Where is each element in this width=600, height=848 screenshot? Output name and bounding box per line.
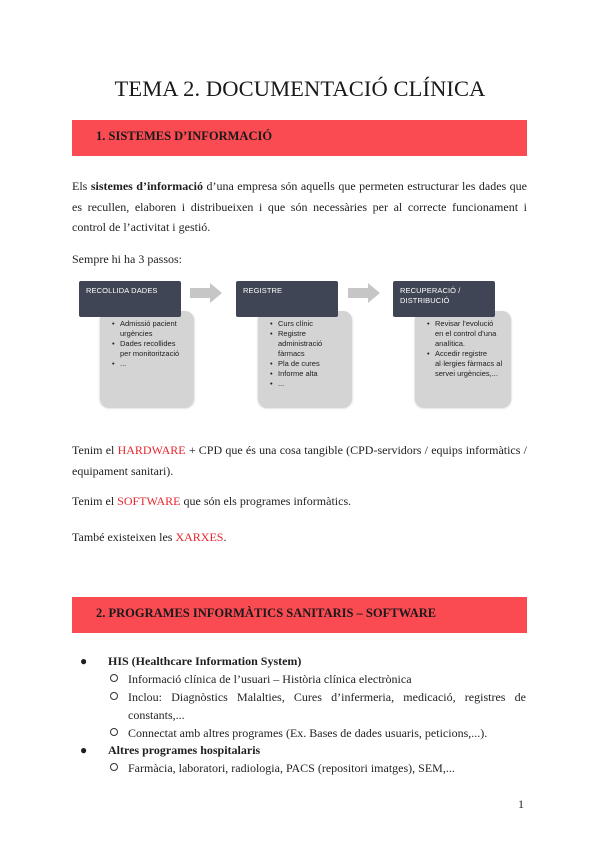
arrow-right-icon xyxy=(348,283,380,303)
step-3-header: RECUPERACIÓ / DISTRIBUCIÓ xyxy=(393,281,495,317)
steps-intro: Sempre hi ha 3 passos: xyxy=(72,252,182,266)
hardware-keyword: HARDWARE xyxy=(117,443,186,457)
step-1-header: RECOLLIDA DADES xyxy=(79,281,181,317)
hardware-paragraph: Tenim el HARDWARE + CPD que és una cosa tangible (CPD-servidors / equips informàtics / equipament sanitari). xyxy=(72,443,527,478)
section-1-heading: 1. SISTEMES D’INFORMACIÓ xyxy=(96,129,273,143)
step-2-item: • Curs clínic xyxy=(278,319,344,329)
list-subitem: Informació clínica de l’usuari – Història clínica electrònica xyxy=(128,670,508,688)
step-2-item: • Informe alta xyxy=(278,369,344,379)
his-label: HIS (Healthcare Information System) xyxy=(108,654,302,668)
list-subitem: Connectat amb altres programes (Ex. Bases de dades usuaris, peticions,...). xyxy=(128,724,508,742)
step-1-item: • Dades recollides per monitorització xyxy=(120,339,186,359)
step-2-card xyxy=(258,311,352,407)
xarxes-keyword: XARXES xyxy=(175,530,224,544)
step-1-item: • ... xyxy=(120,359,186,369)
step-2-item: • Registre administració fàrmacs xyxy=(278,329,344,359)
step-2-header: REGISTRE xyxy=(236,281,338,317)
intro-paragraph: Els sistemes d’informació d’una empresa són aquells que permeten estructurar les dades que es recullen, elaboren i distribueixen i que són necessàries per al correcte funcionament i control de l’activitat i gestió. xyxy=(72,179,527,234)
step-2-item: • ... xyxy=(278,379,344,389)
step-2-item: • Pla de cures xyxy=(278,359,344,369)
list-item: ● Altres programes hospitalaris xyxy=(80,743,261,757)
arrow-right-icon xyxy=(190,283,222,303)
list-subitem: Inclou: Diagnòstics Malalties, Cures d’infermeria, medicació, registres de constants,... xyxy=(128,688,526,724)
step-3-item: • Revisar l’evolució en el control d’una analítica. xyxy=(435,319,503,349)
page-number: 1 xyxy=(518,797,524,811)
software-line: Tenim el SOFTWARE que són els programes informàtics. xyxy=(72,494,352,508)
others-label: Altres programes hospitalaris xyxy=(108,743,261,757)
section-2-heading-band xyxy=(72,597,527,633)
page-title: TEMA 2. DOCUMENTACIÓ CLÍNICA xyxy=(114,76,486,101)
list-subitem: Farmàcia, laboratori, radiologia, PACS (repositori imatges), SEM,... xyxy=(128,759,508,777)
software-list xyxy=(72,654,526,784)
xarxes-line: També existeixen les XARXES. xyxy=(72,530,227,544)
section-2-heading: 2. PROGRAMES INFORMÀTICS SANITARIS – SOFTWARE xyxy=(96,606,437,620)
step-1-item: • Admissió pacient urgències xyxy=(120,319,186,339)
intro-keyword: sistemes d’informació xyxy=(90,179,203,193)
section-1-heading-band xyxy=(72,120,527,156)
step-3-card xyxy=(415,311,511,407)
software-keyword: SOFTWARE xyxy=(117,494,181,508)
list-item: ● HIS (Healthcare Information System) xyxy=(80,654,302,668)
step-3-item: • Accedir registre al·lergies fàrmacs al servei urgències,... xyxy=(435,349,503,379)
step-1-card xyxy=(100,311,194,407)
